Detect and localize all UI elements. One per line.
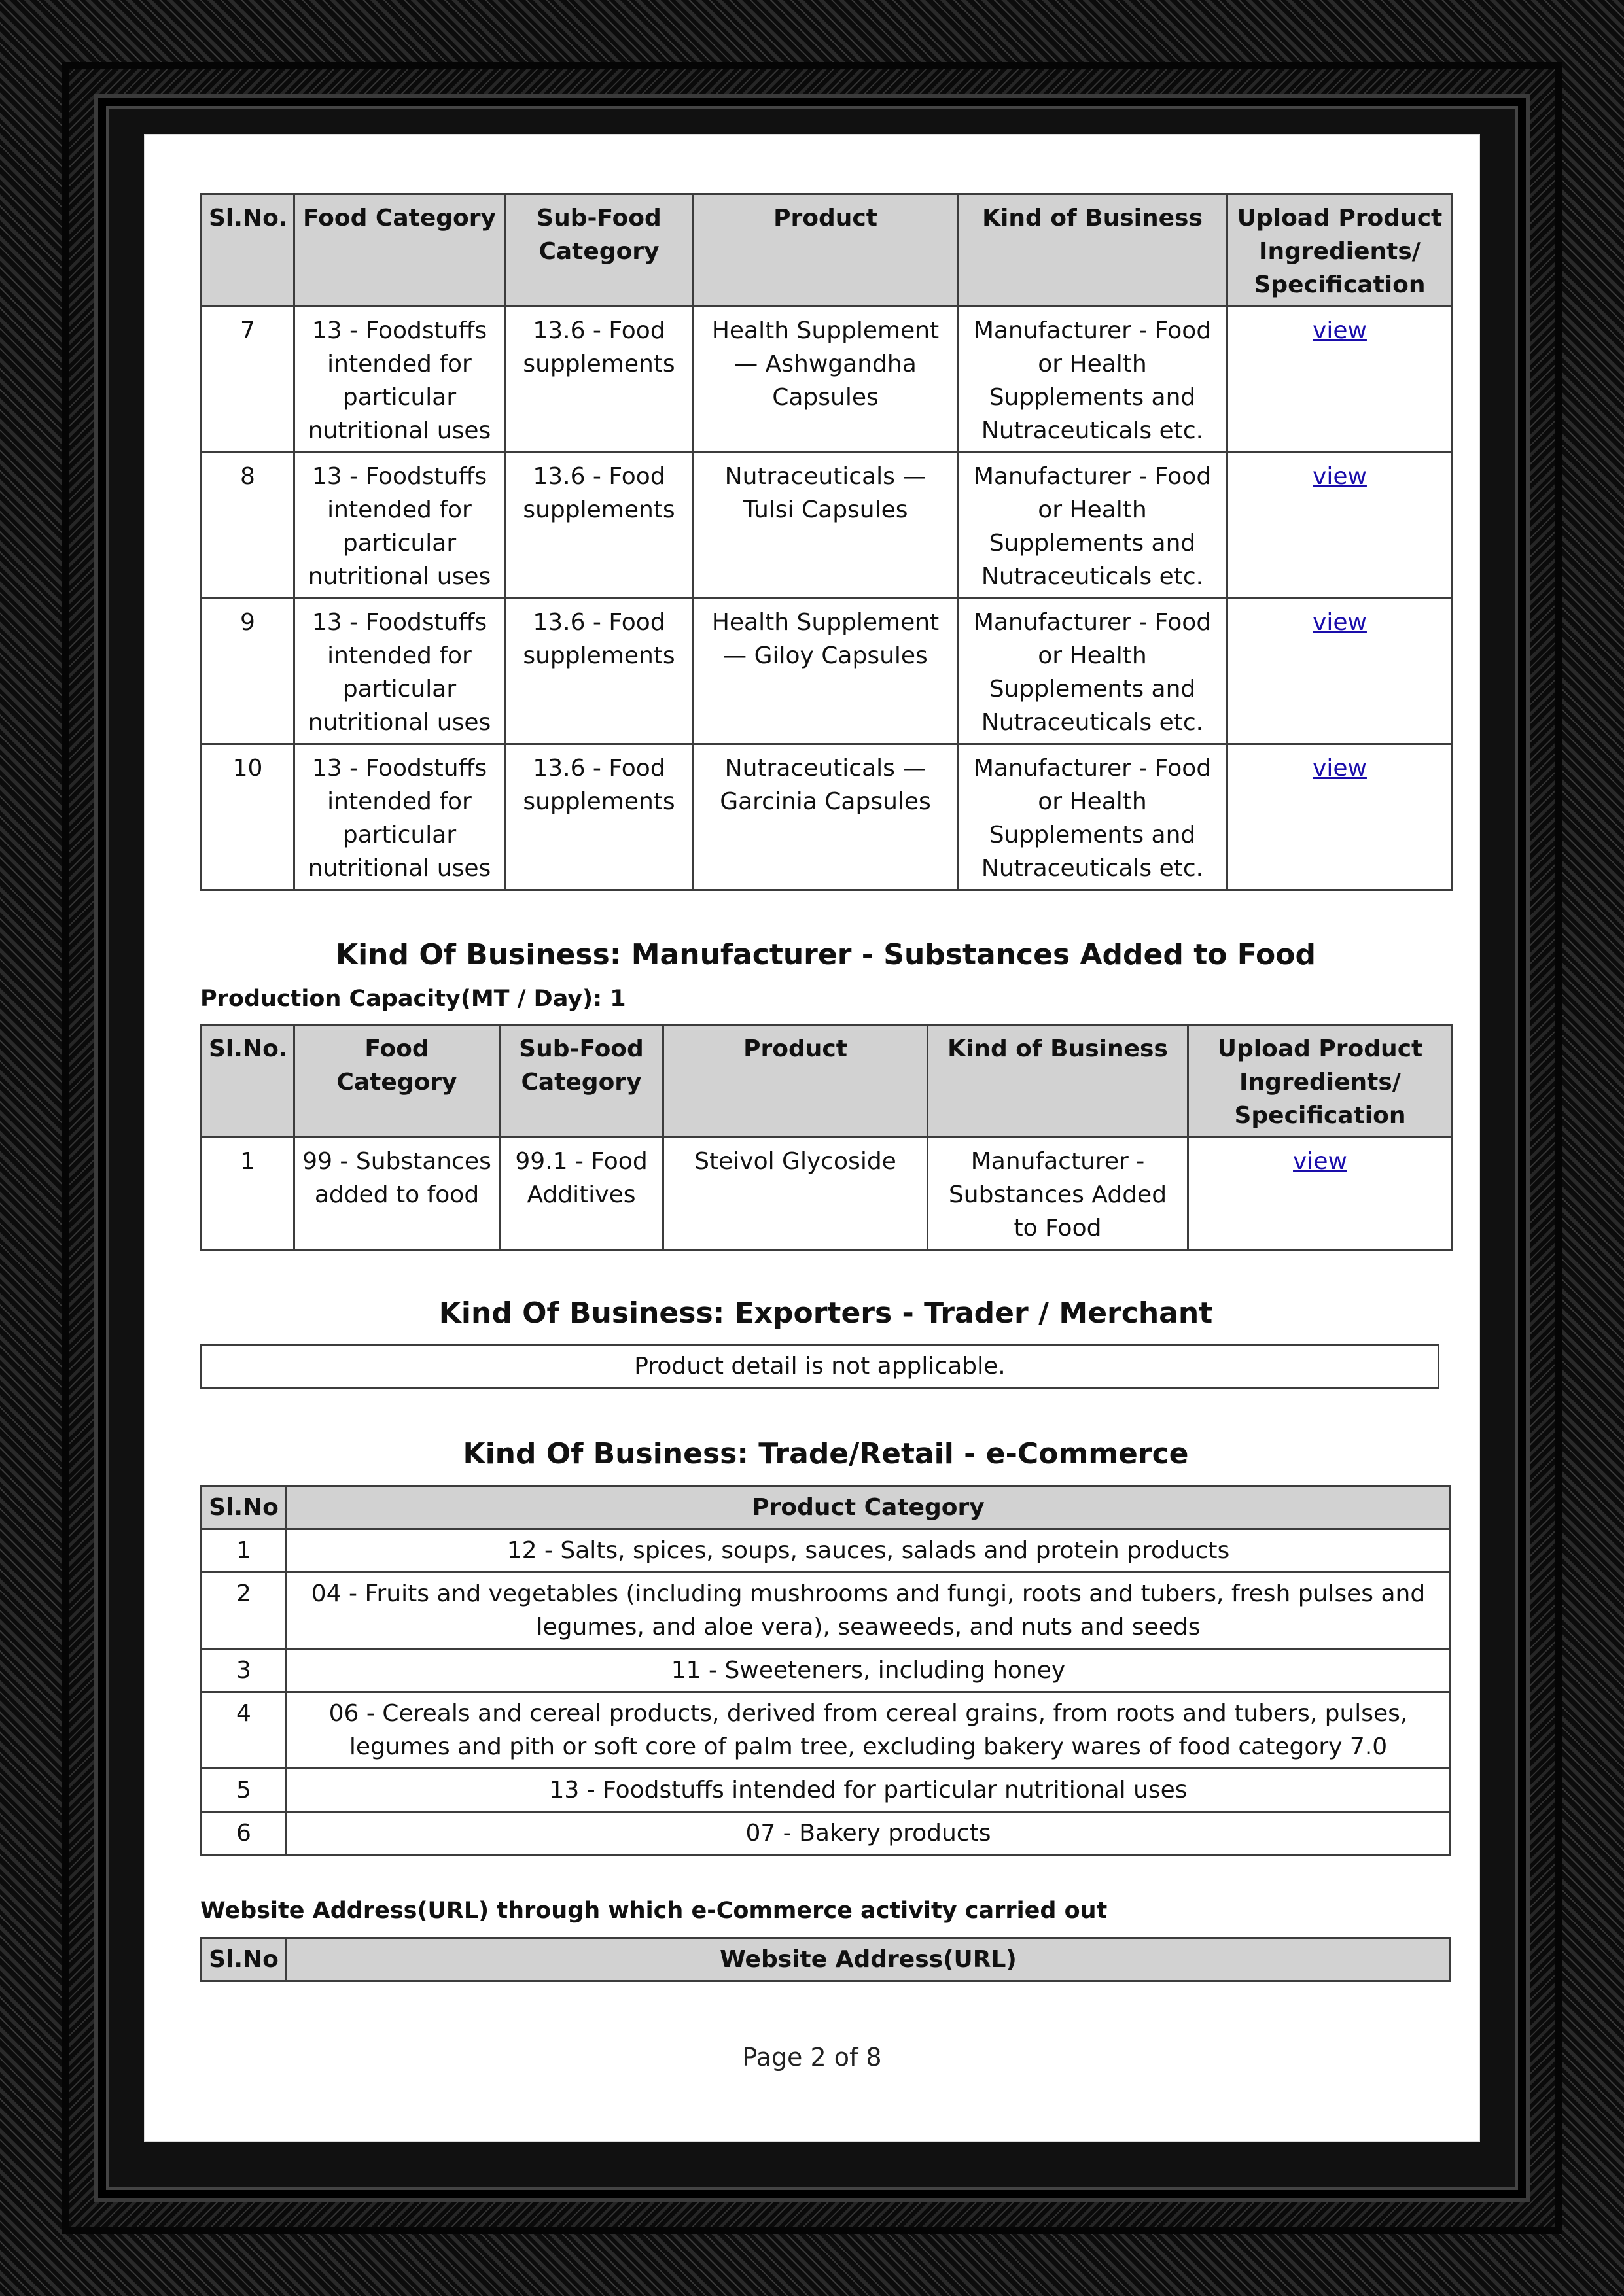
cell-slno: 1 xyxy=(202,1529,287,1573)
table-row xyxy=(202,307,1453,453)
website-section-label: Website Address(URL) through which e-Commerce activity carried out xyxy=(200,1898,1108,1924)
cell-product-category: 07 - Bakery products xyxy=(287,1812,1451,1855)
view-link[interactable]: view xyxy=(1313,463,1367,490)
cell-upload xyxy=(1188,1138,1453,1250)
document-page xyxy=(144,134,1480,2142)
table-row xyxy=(202,1692,1451,1769)
cell-product-category: 12 - Salts, spices, soups, sauces, salads and protein products xyxy=(287,1529,1451,1573)
view-link[interactable]: view xyxy=(1293,1148,1347,1175)
col-header-sub-food-category: Sub-Food Category xyxy=(505,194,694,307)
view-link[interactable]: view xyxy=(1313,317,1367,344)
col-header-kind-of-business: Kind of Business xyxy=(928,1025,1188,1138)
cell-slno: 1 xyxy=(202,1138,294,1250)
page-number: Page 2 of 8 xyxy=(742,2043,882,2072)
production-capacity: Production Capacity(MT / Day): 1 xyxy=(200,986,626,1012)
cell-slno: 3 xyxy=(202,1649,287,1692)
col-header-food-category: Food Category xyxy=(294,1025,500,1138)
cell-product-category: 13 - Foodstuffs intended for particular nutritional uses xyxy=(287,1769,1451,1812)
table-header-row xyxy=(202,194,1453,307)
section-heading-ecommerce: Kind Of Business: Trade/Retail - e-Commerce xyxy=(463,1437,1189,1470)
products-table-substances xyxy=(200,1024,1453,1251)
cell-food-category: 13 - Foodstuffs intended for particular nutritional uses xyxy=(294,453,505,599)
not-applicable-note: Product detail is not applicable. xyxy=(200,1344,1439,1389)
col-header-food-category: Food Category xyxy=(294,194,505,307)
table-row xyxy=(202,1573,1451,1649)
table-header-row xyxy=(202,1938,1451,1981)
cell-food-category: 99 - Substances added to food xyxy=(294,1138,500,1250)
cell-food-category: 13 - Foodstuffs intended for particular nutritional uses xyxy=(294,744,505,890)
table-row xyxy=(202,1769,1451,1812)
cell-slno: 9 xyxy=(202,599,294,744)
cell-kind-of-business: Manufacturer - Food or Health Supplements and Nutraceuticals etc. xyxy=(958,744,1227,890)
col-header-upload-spec: Upload Product Ingredients/ Specification xyxy=(1188,1025,1453,1138)
cell-sub-food-category: 13.6 - Food supplements xyxy=(505,744,694,890)
cell-food-category: 13 - Foodstuffs intended for particular nutritional uses xyxy=(294,307,505,453)
table-header-row xyxy=(202,1486,1451,1529)
cell-product-category: 04 - Fruits and vegetables (including mushrooms and fungi, roots and tubers, fresh pulses and legumes, and aloe vera), seaweeds, and nuts and seeds xyxy=(287,1573,1451,1649)
cell-product: Nutraceuticals — Tulsi Capsules xyxy=(694,453,958,599)
col-header-slno: Sl.No xyxy=(202,1938,287,1981)
cell-sub-food-category: 13.6 - Food supplements xyxy=(505,599,694,744)
view-link[interactable]: view xyxy=(1313,755,1367,782)
cell-product: Health Supplement — Ashwgandha Capsules xyxy=(694,307,958,453)
table-row xyxy=(202,1138,1453,1250)
table-row xyxy=(202,453,1453,599)
cell-product: Nutraceuticals — Garcinia Capsules xyxy=(694,744,958,890)
section-heading-exporters: Kind Of Business: Exporters - Trader / Merchant xyxy=(438,1296,1213,1330)
col-header-website-url: Website Address(URL) xyxy=(287,1938,1451,1981)
table-row xyxy=(202,1649,1451,1692)
col-header-kind-of-business: Kind of Business xyxy=(958,194,1227,307)
cell-product-category: 06 - Cereals and cereal products, derived from cereal grains, from roots and tubers, pulses, legumes and pith or soft core of palm tree, excluding bakery wares of food category 7.0 xyxy=(287,1692,1451,1769)
cell-upload xyxy=(1227,744,1453,890)
cell-upload xyxy=(1227,307,1453,453)
col-header-sub-food-category: Sub-Food Category xyxy=(500,1025,663,1138)
view-link[interactable]: view xyxy=(1313,609,1367,636)
cell-slno: 7 xyxy=(202,307,294,453)
col-header-product: Product xyxy=(694,194,958,307)
cell-slno: 5 xyxy=(202,1769,287,1812)
col-header-product: Product xyxy=(663,1025,928,1138)
cell-kind-of-business: Manufacturer - Food or Health Supplements and Nutraceuticals etc. xyxy=(958,599,1227,744)
col-header-slno: Sl.No xyxy=(202,1486,287,1529)
cell-food-category: 13 - Foodstuffs intended for particular nutritional uses xyxy=(294,599,505,744)
cell-slno: 10 xyxy=(202,744,294,890)
cell-upload xyxy=(1227,599,1453,744)
cell-kind-of-business: Manufacturer - Food or Health Supplements and Nutraceuticals etc. xyxy=(958,307,1227,453)
cell-slno: 4 xyxy=(202,1692,287,1769)
section-heading-substances: Kind Of Business: Manufacturer - Substances Added to Food xyxy=(336,938,1316,971)
cell-sub-food-category: 13.6 - Food supplements xyxy=(505,453,694,599)
website-table xyxy=(200,1937,1451,1982)
col-header-upload-spec: Upload Product Ingredients/ Specification xyxy=(1227,194,1453,307)
table-row xyxy=(202,744,1453,890)
product-category-table xyxy=(200,1485,1451,1856)
page-content xyxy=(200,193,1451,1982)
cell-product: Steivol Glycoside xyxy=(663,1138,928,1250)
col-header-slno: Sl.No. xyxy=(202,194,294,307)
table-row xyxy=(202,1529,1451,1573)
col-header-product-category: Product Category xyxy=(287,1486,1451,1529)
cell-product: Health Supplement — Giloy Capsules xyxy=(694,599,958,744)
cell-upload xyxy=(1227,453,1453,599)
cell-product-category: 11 - Sweeteners, including honey xyxy=(287,1649,1451,1692)
table-row xyxy=(202,1812,1451,1855)
table-header-row xyxy=(202,1025,1453,1138)
cell-kind-of-business: Manufacturer - Substances Added to Food xyxy=(928,1138,1188,1250)
cell-slno: 8 xyxy=(202,453,294,599)
cell-slno: 2 xyxy=(202,1573,287,1649)
table-row xyxy=(202,599,1453,744)
cell-sub-food-category: 99.1 - Food Additives xyxy=(500,1138,663,1250)
cell-kind-of-business: Manufacturer - Food or Health Supplements and Nutraceuticals etc. xyxy=(958,453,1227,599)
col-header-slno: Sl.No. xyxy=(202,1025,294,1138)
cell-sub-food-category: 13.6 - Food supplements xyxy=(505,307,694,453)
products-table-food-supplements xyxy=(200,193,1453,891)
cell-slno: 6 xyxy=(202,1812,287,1855)
